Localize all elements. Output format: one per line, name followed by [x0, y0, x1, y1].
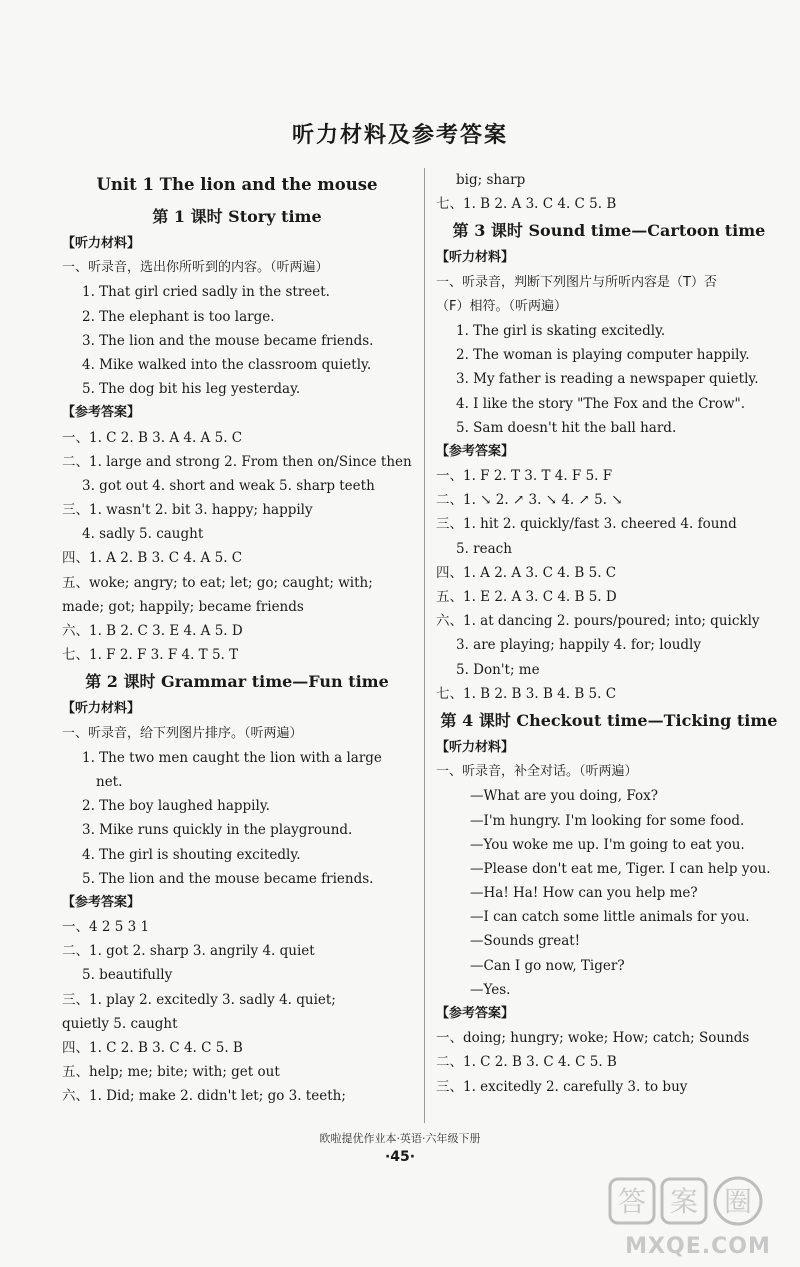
answer-line: 四、1. C 2. B 3. C 4. C 5. B	[62, 1040, 243, 1056]
section-label: 【听力材料】	[436, 250, 515, 266]
svg-text:案: 案	[669, 1185, 699, 1218]
text-line: 5. Don't; me	[456, 661, 540, 678]
section-label: 【参考答案】	[436, 443, 515, 459]
answer-line: 二、1. got 2. sharp 3. angrily 4. quiet	[62, 943, 315, 960]
lesson-heading: 第 3 课时 Sound time—Cartoon time	[452, 221, 766, 241]
answer-line: 三、1. play 2. excitedly 3. sadly 4. quiet;	[62, 991, 336, 1008]
text-line: 2. The elephant is too large.	[82, 308, 275, 325]
text-line: —Sounds great!	[470, 933, 581, 950]
answer-line: quietly 5. caught	[62, 1015, 178, 1032]
svg-text:MXQE.COM: MXQE.COM	[625, 1234, 771, 1259]
text-line: —I can catch some little animals for you.	[470, 909, 750, 926]
answer-line: 四、1. A 2. A 3. C 4. B 5. C	[436, 564, 617, 581]
answer-line: 五、woke; angry; to eat; let; go; caught; with;	[62, 574, 373, 591]
text-line: 3. are playing; happily 4. for; loudly	[456, 637, 701, 654]
svg-text:答: 答	[617, 1185, 647, 1218]
text-line: 5. beautifully	[82, 967, 173, 984]
page-number: ·45·	[384, 1149, 416, 1165]
answer-line: 一、doing; hungry; woke; How; catch; Sounds	[436, 1030, 750, 1047]
right-column	[436, 168, 782, 1099]
text-line: 1. That girl cried sadly in the street.	[82, 284, 330, 301]
page-title: 听力材料及参考答案	[291, 123, 508, 148]
answer-line: 七、1. F 2. F 3. F 4. T 5. T	[62, 647, 239, 664]
answer-line: 七、1. B 2. B 3. B 4. B 5. C	[436, 685, 617, 702]
section-label: 【听力材料】	[62, 236, 141, 251]
lesson-heading: 第 2 课时 Grammar time—Fun time	[85, 672, 389, 692]
text-line: 3. My father is reading a newspaper quietly.	[456, 371, 759, 388]
text-line: 4. I like the story "The Fox and the Crow".	[456, 395, 746, 412]
answer-line: 六、1. Did; make 2. didn't let; go 3. teeth;	[62, 1088, 346, 1105]
text-line: 1. The two men caught the lion with a large	[82, 749, 382, 766]
section-label: 【参考答案】	[62, 894, 141, 910]
exercise-instruction: （F）相符。（听两遍）	[436, 298, 567, 314]
watermark-logo	[606, 1175, 790, 1261]
text-line: big; sharp	[456, 172, 526, 188]
text-line: 3. The lion and the mouse became friends.	[82, 332, 374, 349]
lesson-heading: 第 4 课时 Checkout time—Ticking time	[440, 710, 778, 730]
text-line: —You woke me up. I'm going to eat you.	[470, 836, 745, 853]
answer-line: 三、1. hit 2. quickly/fast 3. cheered 4. found	[436, 516, 737, 533]
text-line: —Can I go now, Tiger?	[470, 957, 625, 974]
text-line: —I'm hungry. I'm looking for some food.	[470, 812, 745, 829]
exercise-instruction: 一、听录音，给下列图片排序。（听两遍）	[62, 725, 303, 741]
text-line: 4. Mike walked into the classroom quietly.	[82, 356, 372, 373]
section-label: 【听力材料】	[62, 701, 141, 717]
answer-line: 二、1. ↘ 2. ↗ 3. ↘ 4. ↗ 5. ↘	[436, 492, 623, 509]
text-line: 2. The woman is playing computer happily.	[456, 347, 750, 364]
section-label: 【参考答案】	[436, 1006, 515, 1021]
text-line: 5. The lion and the mouse became friends.	[82, 870, 374, 887]
exercise-instruction: 一、听录音，选出你所听到的内容。（听两遍）	[62, 260, 329, 276]
answer-line: 一、4 2 5 3 1	[62, 919, 150, 936]
text-line: 5. reach	[456, 540, 512, 557]
section-label: 【听力材料】	[436, 739, 515, 755]
text-line: 5. Sam doesn't hit the ball hard.	[456, 419, 677, 436]
unit-heading: Unit 1 The lion and the mouse	[96, 175, 378, 194]
section-label: 【参考答案】	[62, 405, 141, 421]
text-line: 1. The girl is skating excitedly.	[456, 322, 666, 339]
svg-text:圈: 圈	[723, 1185, 753, 1218]
watermark-icon	[606, 1175, 790, 1261]
text-line: 4. The girl is shouting excitedly.	[82, 846, 301, 863]
answer-line: 六、1. at dancing 2. pours/poured; into; quickly	[436, 613, 760, 630]
column-divider	[424, 168, 425, 1123]
answer-line: 三、1. excitedly 2. carefully 3. to buy	[436, 1078, 688, 1095]
answer-line: 七、1. B 2. A 3. C 4. C 5. B	[436, 196, 617, 213]
text-line: 4. sadly 5. caught	[82, 526, 204, 543]
answer-line: 五、1. E 2. A 3. C 4. B 5. D	[436, 589, 617, 605]
exercise-instruction: 一、听录音，补全对话。（听两遍）	[436, 764, 638, 780]
answer-line: 三、1. wasn't 2. bit 3. happy; happily	[62, 502, 313, 519]
answer-line: 四、1. A 2. B 3. C 4. A 5. C	[62, 550, 243, 567]
footer-book-title: 欧啦提优作业本·英语·六年级下册	[319, 1132, 481, 1145]
lesson-heading: 第 1 课时 Story time	[152, 207, 322, 226]
answer-line: 一、1. F 2. T 3. T 4. F 5. F	[436, 468, 613, 485]
answer-line: made; got; happily; became friends	[62, 598, 304, 615]
text-line: 2. The boy laughed happily.	[82, 798, 270, 815]
text-line: —Please don't eat me, Tiger. I can help you.	[470, 860, 771, 877]
text-line: 3. Mike runs quickly in the playground.	[82, 822, 353, 839]
answer-line: 五、help; me; bite; with; get out	[62, 1064, 280, 1081]
answer-line: 二、1. C 2. B 3. C 4. C 5. B	[436, 1054, 617, 1071]
text-line: —Yes.	[470, 981, 511, 998]
answer-line: 二、1. large and strong 2. From then on/Since then	[62, 453, 412, 470]
answer-line: 六、1. B 2. C 3. E 4. A 5. D	[62, 623, 243, 639]
left-column	[62, 168, 412, 1109]
text-line: —What are you doing, Fox?	[470, 788, 658, 805]
text-line: 5. The dog bit his leg yesterday.	[82, 381, 301, 398]
exercise-instruction: 一、听录音，判断下列图片与所听内容是（T）否	[436, 274, 717, 290]
text-line: —Ha! Ha! How can you help me?	[470, 885, 698, 902]
text-line: 3. got out 4. short and weak 5. sharp teeth	[82, 477, 375, 494]
text-line: net.	[96, 773, 123, 790]
answer-line: 一、1. C 2. B 3. A 4. A 5. C	[62, 429, 243, 446]
